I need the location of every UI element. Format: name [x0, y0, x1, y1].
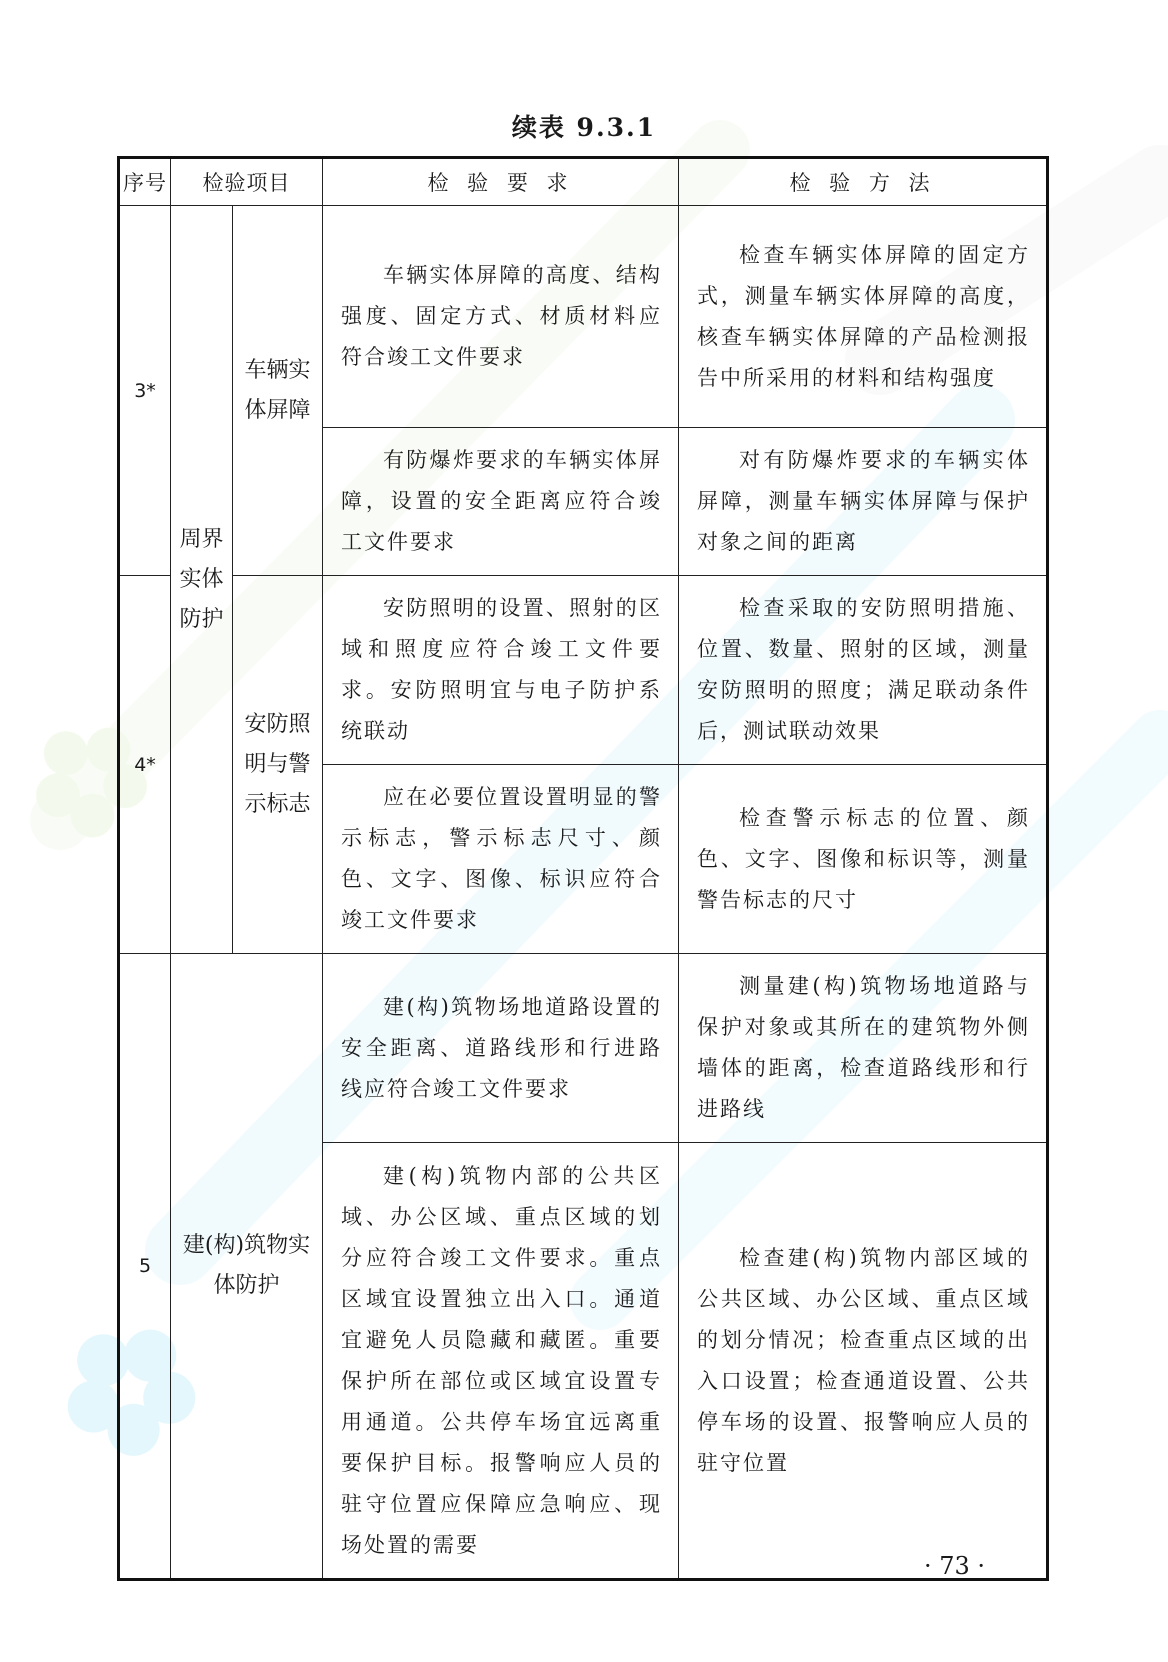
inspection-table [117, 156, 1049, 1581]
requirement-cell: 安防照明的设置、照射的区域和照度应符合竣工文件要求。安防照明宜与电子防护系统联动 [323, 576, 679, 765]
method-cell: 检查警示标志的位置、颜色、文字、图像和标识等，测量警告标志的尺寸 [679, 765, 1048, 954]
method-cell: 检查车辆实体屏障的固定方式，测量车辆实体屏障的高度，核查车辆实体屏障的产品检测报告中所采用的材料和结构强度 [679, 206, 1048, 428]
subcategory-cell [233, 206, 323, 576]
header-item: 检验项目 [171, 158, 323, 206]
subcategory-cell [233, 576, 323, 954]
header-method: 检 验 方 法 [679, 158, 1048, 206]
page-number: · 73 · [924, 1552, 986, 1580]
table-row [119, 954, 1048, 1143]
row-number: 3* [119, 206, 171, 576]
requirement-cell: 有防爆炸要求的车辆实体屏障，设置的安全距离应符合竣工文件要求 [323, 428, 679, 576]
method-cell: 检查建(构)筑物内部区域的公共区域、办公区域、重点区域的划分情况；检查重点区域的出入口设置；检查通道设置、公共停车场的设置、报警响应人员的驻守位置 [679, 1143, 1048, 1580]
category-label: 周界实体防护 [179, 526, 224, 632]
subcategory-label: 安防照明与警示标志 [244, 711, 311, 817]
table-header-row [119, 158, 1048, 206]
category-cell [171, 954, 323, 1580]
requirement-cell: 应在必要位置设置明显的警示标志，警示标志尺寸、颜色、文字、图像、标识应符合竣工文件要求 [323, 765, 679, 954]
row-number: 4* [119, 576, 171, 954]
category-label: 建(构)筑物实体防护 [182, 1233, 311, 1298]
subcategory-label: 车辆实体屏障 [244, 357, 311, 423]
method-cell: 测量建(构)筑物场地道路与保护对象或其所在的建筑物外侧墙体的距离，检查道路线形和行进路线 [679, 954, 1048, 1143]
table-row [119, 206, 1048, 428]
method-cell: 对有防爆炸要求的车辆实体屏障，测量车辆实体屏障与保护对象之间的距离 [679, 428, 1048, 576]
table-title: 续表 9.3.1 [511, 113, 657, 142]
row-number: 5 [119, 954, 171, 1580]
category-cell [171, 206, 233, 954]
header-requirement: 检 验 要 求 [323, 158, 679, 206]
table-row [119, 576, 1048, 765]
method-cell: 检查采取的安防照明措施、位置、数量、照射的区域，测量安防照明的照度；满足联动条件后，测试联动效果 [679, 576, 1048, 765]
requirement-cell: 建(构)筑物场地道路设置的安全距离、道路线形和行进路线应符合竣工文件要求 [323, 954, 679, 1143]
requirement-cell: 车辆实体屏障的高度、结构强度、固定方式、材质材料应符合竣工文件要求 [323, 206, 679, 428]
header-no: 序号 [119, 158, 171, 206]
requirement-cell: 建(构)筑物内部的公共区域、办公区域、重点区域的划分应符合竣工文件要求。重点区域宜设置独立出入口。通道宜避免人员隐藏和藏匿。重要保护所在部位或区域宜设置专用通道。公共停车场宜远离重要保护目标。报警响应人员的驻守位置应保障应急响应、现场处置的需要 [323, 1143, 679, 1580]
